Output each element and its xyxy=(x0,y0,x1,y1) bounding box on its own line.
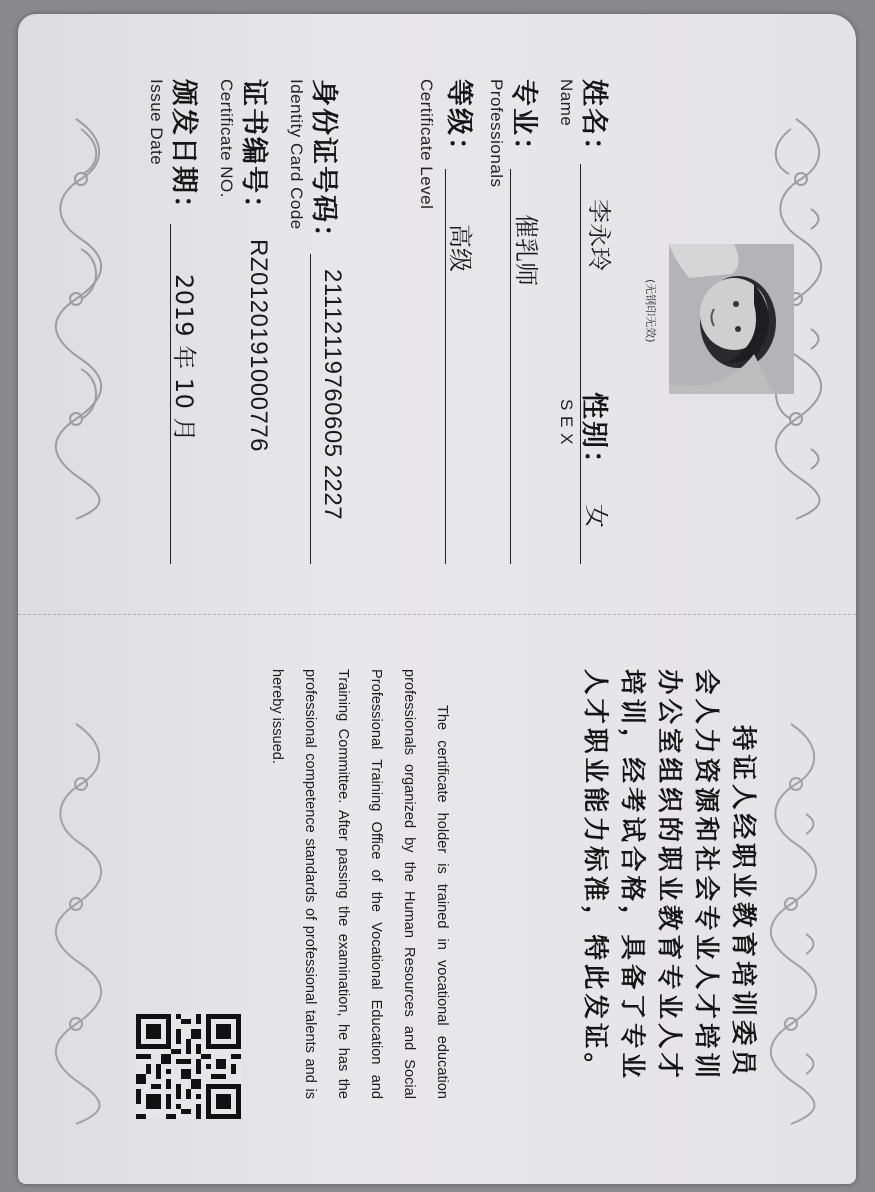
level-value: 高级 xyxy=(446,224,474,272)
ornament-right-page-bottom xyxy=(41,714,111,1134)
profession-label-cn: 专业： xyxy=(508,79,539,166)
ornament-right-page-top xyxy=(756,714,826,1134)
ornament-left-page-bottom xyxy=(41,109,111,529)
sex-label-en: S E X xyxy=(557,399,576,445)
name-label-cn: 姓名： xyxy=(578,79,609,166)
cert-no-label-en: Certificate NO. xyxy=(217,79,236,198)
certificate-spread xyxy=(18,14,856,1184)
certificate-paper xyxy=(18,14,856,1184)
id-label-en: Identity Card Code xyxy=(287,79,306,230)
profession-label-en: Professionals xyxy=(487,79,506,188)
profession-value: 催乳师 xyxy=(512,214,540,286)
id-label-cn: 身份证号码： xyxy=(308,79,339,253)
issue-date-label-en: Issue Date xyxy=(147,79,166,166)
issue-date-value: 2019 年 10 月 xyxy=(170,274,198,443)
sex-value: 女 xyxy=(582,504,610,528)
statement-en: The certificate holder is trained in vocational education professionals organized by the Human Resources and Social Professional Training Office of the Vocational Education and Training Committee. After passing the examination, he has the professional competence standards of professional talents and is hereby issued. xyxy=(269,669,450,1099)
photo-note: (无钢印无效) xyxy=(644,279,657,343)
sex-label-cn: 性别： xyxy=(578,392,609,479)
statement-cn: 持证人经职业教育培训委员会人力资源和社会专业人才培训办公室组织的职业教育专业人才培训，经考试合格，具备了专业人才职业能力标准，特此发证。 xyxy=(580,669,758,1083)
name-label-en: Name xyxy=(557,79,576,127)
id-value: 21112119760605 2227 xyxy=(319,269,346,521)
cert-no-label-cn: 证书编号： xyxy=(238,79,269,224)
cert-no-value: RZ0120191000776 xyxy=(245,239,272,453)
holder-photo xyxy=(669,244,794,394)
level-label-cn: 等级： xyxy=(443,79,474,166)
level-label-en: Certificate Level xyxy=(417,79,436,210)
portrait-image xyxy=(669,244,794,394)
qr-code xyxy=(136,1014,241,1119)
id-underline xyxy=(310,254,311,564)
issue-date-label-cn: 颁发日期： xyxy=(168,79,199,224)
name-value: 李永玲 xyxy=(585,199,613,271)
